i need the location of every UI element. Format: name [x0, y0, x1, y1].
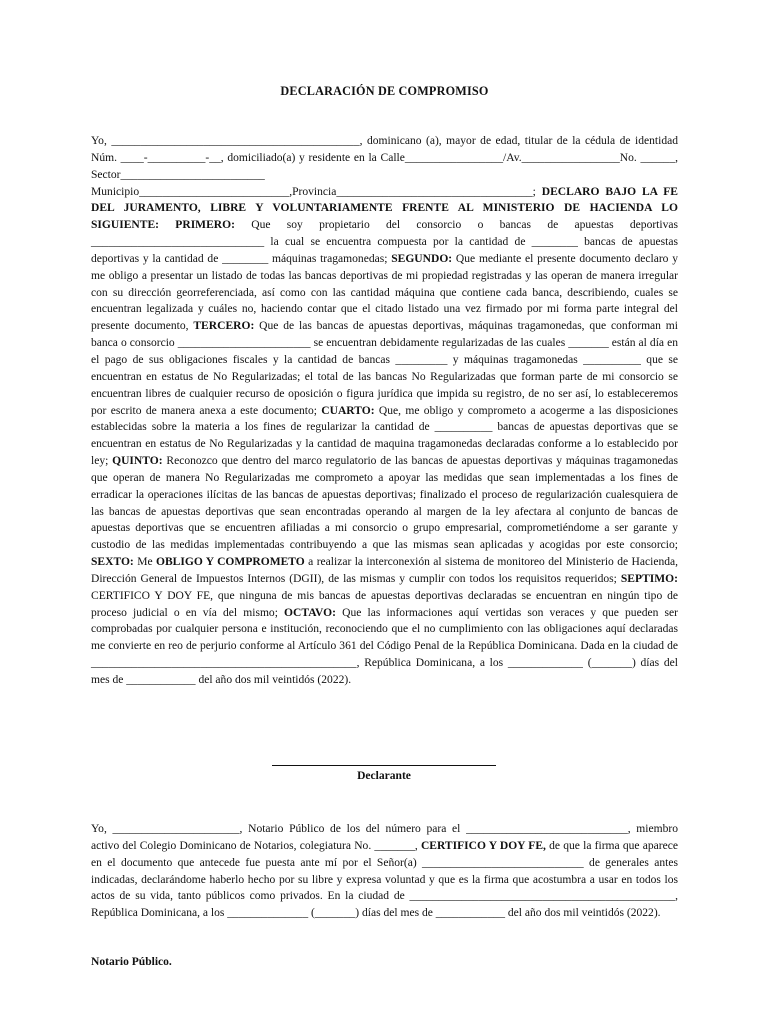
intro-text: Yo, ___________________________________________, dominicano (a), mayor de edad, titular de la cédula de identidad Núm. ____-__________-__, domiciliado(a) y residente en la Calle_________________/Av._________________No. ______, Sector_________________________ Municipio__________________________,Provincia__________________________________;	[91, 135, 678, 198]
notary-body	[91, 821, 678, 922]
notary-text-b: de que la firma que aparece en el documento que antecede fue puesta ante mí por el Señor(a) ____________________________ de generales antes indicadas, declarándome haberlo hecho por su libre y expresa voluntad y que es la firma que acostumbra a usar en todos los actos de su vida, tanto públicos como privados. En la ciudad de ______________________________________________, República Dominicana, a los ______________ (_______) días del mes de ____________ del año dos mil veintidós (2022).	[91, 839, 678, 920]
declaration-body	[91, 133, 678, 689]
sexto-text-a: Me	[133, 556, 156, 569]
octavo-label: OCTAVO:	[284, 606, 336, 619]
signature-line	[272, 765, 496, 766]
tercero-label: TERCERO:	[193, 320, 255, 333]
declarant-label: Declarante	[357, 770, 411, 782]
document-title: DECLARACIÓN DE COMPROMISO	[280, 84, 489, 98]
declaro-heading: DECLARO BAJO LA FE DEL JURAMENTO, LIBRE Y VOLUNTARIAMENTE FRENTE AL MINISTERIO DE HACIENDA LO SIGUIENTE: PRIMERO:	[91, 185, 678, 232]
octavo-text: Que las informaciones aquí vertidas son veraces y que pueden ser comprobadas por cualquier persona e institución, reconociendo que el no cumplimiento con las obligaciones aquí declaradas me convierte en reo de perjurio conforme al Artículo 361 del Código Penal de la República Dominicana. Dada en la ciudad de ______________________________________________, República Dominicana, a los _____________ (_______) días del mes de ____________ del año dos mil veintidós (2022).	[91, 606, 678, 686]
cuarto-label: CUARTO:	[321, 404, 375, 417]
notary-section	[91, 821, 678, 922]
septimo-text: CERTIFICO Y DOY FE, que ninguna de mis bancas de apuestas deportivas declaradas se encuentran en ningún tipo de proceso judicial o en vía del mismo;	[91, 589, 678, 619]
segundo-label: SEGUNDO:	[391, 252, 453, 265]
notary-signature-label: Notario Público.	[91, 956, 172, 968]
septimo-label: SEPTIMO:	[620, 572, 678, 585]
notary-text-a: Yo, ______________________, Notario Público de los del número para el ____________________________, miembro activo del Colegio Dominicano de Notarios, colegiatura No. _______,	[91, 823, 678, 852]
document-page	[91, 84, 678, 689]
certifico-label: CERTIFICO Y DOY FE,	[420, 839, 546, 852]
sexto-text-b: a realizar la interconexión al sistema de monitoreo del Ministerio de Hacienda, Dirección General de Impuestos Internos (DGII), de las mismas y cumplir con todos los requisitos requeridos;	[91, 556, 679, 585]
tercero-text: Que de las bancas de apuestas deportivas, máquinas tragamonedas, que conforman mi banca o consorcio _______________________ se encuentran debidamente regularizadas de las cuales _______ están al día en el pago de sus obligaciones fiscales y la cantidad de bancas _________ y máquinas tragamonedas __________ que se encuentran en estatus de No Regularizadas; el total de las bancas No Regularizadas que forman parte de mi consorcio se encuentran libres de cualquier recurso de oposición o figura jurídica que impida su registro, de no ser así, lo estableceremos por escrito de manera anexa a este documento;	[91, 320, 678, 417]
primero-text: Que soy propietario del consorcio o bancas de apuestas deportivas ______________________________ la cual se encuentra compuesta por la cantidad de ________ bancas de apuestas deportivas y la cantidad de ________ máquinas tragamonedas;	[91, 219, 678, 265]
sexto-bold: OBLIGO Y COMPROMETO	[155, 556, 305, 569]
segundo-text: Que mediante el presente documento declaro y me obligo a presentar un listado de todas las bancas deportivas de mi propiedad registradas y las operan de manera irregular con su dirección georreferenciada, así como con las cantidad máquina que contiene cada banca, describiendo, cuales se encuentran legalizada y cuáles no, haciendo contar que el citado listado una vez firmado por mi forma parte integral del presente documento,	[91, 252, 678, 333]
quinto-text: Reconozco que dentro del marco regulatorio de las bancas de apuestas deportivas y máquinas tragamonedas que operan de manera No Regularizadas me comprometo a apoyar las medidas que sean implementadas a los fines de erradicar la operaciones ilícitas de las bancas de apuestas deportivas; finalizado el proceso de regularización cualesquiera de las bancas de apuestas deportivas que sean encontradas operando al margen de la ley afectara al conjunto de bancas de apuestas deportivas que se encuentren afiliadas a mi consorcio o grupo empresarial, comprometiéndome a ser garante y custodio de las medidas implementadas contribuyendo a que las mismas sean aplicadas y acogidas por este consorcio;	[91, 455, 678, 552]
quinto-label: QUINTO:	[112, 455, 163, 468]
cuarto-text: Que, me obligo y comprometo a acogerme a las disposiciones establecidas sobre la materia a los fines de regularizar la cantidad de __________ bancas de apuestas deportivas que se encuentran en estatus de No Regularizadas y la cantidad de maquina tragamonedas declaradas conforme a lo establecido por ley;	[91, 404, 678, 468]
sexto-label: SEXTO:	[91, 556, 134, 569]
declarant-signature-block	[272, 765, 496, 782]
